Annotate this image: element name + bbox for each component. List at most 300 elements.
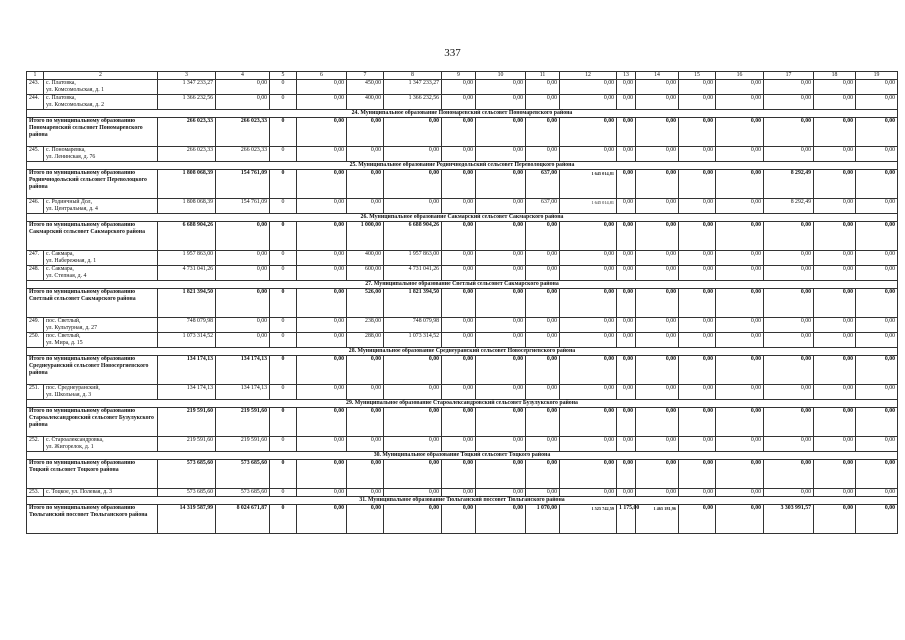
table-cell: 8 292,49 — [764, 199, 814, 214]
table-cell: 1 957 863,00 — [384, 251, 442, 266]
column-header: 17 — [764, 72, 814, 80]
table-cell: 0,00 — [442, 437, 476, 452]
table-cell: 266 023,33 — [216, 147, 270, 162]
total-cell: 573 685,60 — [158, 460, 216, 489]
total-cell: 0,00 — [617, 460, 636, 489]
table-cell: 134 174,13 — [158, 385, 216, 400]
total-cell: 266 023,33 — [158, 118, 216, 147]
table-cell: 0,00 — [560, 266, 617, 281]
table-cell: 0,00 — [297, 266, 347, 281]
section-title: 27. Муниципальное образование Светлый сельсовет Сакмарского района — [27, 281, 898, 289]
table-cell: 134 174,13 — [216, 385, 270, 400]
table-cell: 0,00 — [560, 489, 617, 497]
total-cell: 0 — [270, 118, 297, 147]
table-cell: 0,00 — [347, 385, 384, 400]
table-cell: 0,00 — [716, 333, 764, 348]
column-header: 13 — [617, 72, 636, 80]
table-cell: 0,00 — [764, 266, 814, 281]
table-cell: 0,00 — [716, 437, 764, 452]
table-cell: 0,00 — [476, 333, 526, 348]
total-cell: 0,00 — [347, 118, 384, 147]
table-cell: 0 — [270, 95, 297, 110]
table-cell: 0,00 — [764, 80, 814, 95]
total-label: Итого по муниципальному образованию Сакмарский сельсовет Сакмарского района — [27, 222, 158, 251]
total-cell: 0,00 — [764, 408, 814, 437]
table-cell: 4 731 041,26 — [158, 266, 216, 281]
table-cell: 573 685,60 — [158, 489, 216, 497]
table-cell: 0,00 — [679, 147, 716, 162]
table-cell: 1 957 863,00 — [158, 251, 216, 266]
section-row — [27, 348, 898, 356]
section-title: 24. Муниципальное образование Пономаревский сельсовет Пономаревского района — [27, 110, 898, 118]
table-cell: 0,00 — [814, 318, 856, 333]
table-cell: 0,00 — [347, 489, 384, 497]
table-cell: 0,00 — [814, 266, 856, 281]
total-label: Итого по муниципальному образованию Родинчнодольский сельсовет Переволоцкого района — [27, 170, 158, 199]
column-header: 19 — [856, 72, 898, 80]
table-cell: 1 347 233,27 — [158, 80, 216, 95]
total-cell: 0,00 — [679, 170, 716, 199]
total-cell: 0,00 — [384, 356, 442, 385]
column-header: 16 — [716, 72, 764, 80]
total-row — [27, 170, 898, 199]
total-row — [27, 460, 898, 489]
section-title: 26. Муниципальное образование Сакмарский сельсовет Сакмарского района — [27, 214, 898, 222]
section-title: 31. Муниципальное образование Тюльганский поссовет Тюльганского района — [27, 497, 898, 505]
table-cell: 0,00 — [679, 266, 716, 281]
total-cell: 0,00 — [679, 460, 716, 489]
column-header: 1 — [27, 72, 44, 80]
table-cell: 0,00 — [814, 437, 856, 452]
total-cell: 0,00 — [617, 170, 636, 199]
address-cell: пос. Светлый, ул. Мира, д. 15 — [44, 333, 158, 348]
table-cell: 0,00 — [856, 437, 898, 452]
total-cell: 0 — [270, 408, 297, 437]
address-cell: пос. Среднеуранский, ул. Школьная, д. 3 — [44, 385, 158, 400]
table-cell: 0,00 — [856, 199, 898, 214]
table-cell: 4 731 041,26 — [384, 266, 442, 281]
table-cell: 0,00 — [297, 318, 347, 333]
table-cell: 0,00 — [814, 95, 856, 110]
table-cell: 0,00 — [617, 95, 636, 110]
table-cell: 0,00 — [764, 437, 814, 452]
total-cell: 0,00 — [297, 170, 347, 199]
total-cell: 0,00 — [764, 222, 814, 251]
section-row — [27, 497, 898, 505]
table-cell: 0,00 — [856, 80, 898, 95]
table-row — [27, 266, 898, 281]
table-cell: 0,00 — [297, 251, 347, 266]
total-cell: 0,00 — [560, 118, 617, 147]
table-cell: 1 366 232,56 — [384, 95, 442, 110]
total-cell: 0,00 — [384, 505, 442, 534]
total-label: Итого по муниципальному образованию Пономаревский сельсовет Пономаревского района — [27, 118, 158, 147]
table-cell: 0,00 — [560, 147, 617, 162]
table-cell: 0,00 — [764, 385, 814, 400]
table-cell: 0,00 — [384, 489, 442, 497]
table-cell: 0,00 — [476, 80, 526, 95]
address-cell: с. Сакмара, ул. Набережная, д. 1 — [44, 251, 158, 266]
table-cell: 250. — [27, 333, 44, 348]
total-cell: 0 — [270, 222, 297, 251]
total-cell: 8 292,49 — [764, 170, 814, 199]
total-cell: 0,00 — [716, 289, 764, 318]
table-cell: 0,00 — [297, 147, 347, 162]
total-cell: 1 465 181,96 — [636, 505, 679, 534]
table-row — [27, 95, 898, 110]
total-cell: 0,00 — [476, 222, 526, 251]
table-row — [27, 80, 898, 95]
total-cell: 0,00 — [384, 170, 442, 199]
column-header: 15 — [679, 72, 716, 80]
address-cell: с. Платовка, ул. Комсомольская, д. 2 — [44, 95, 158, 110]
table-cell: 0 — [270, 437, 297, 452]
table-cell: 247. — [27, 251, 44, 266]
total-label: Итого по муниципальному образованию Тюльганский поссовет Тюльганского района — [27, 505, 158, 534]
table-cell: 0,00 — [856, 251, 898, 266]
total-cell: 526,00 — [347, 289, 384, 318]
total-cell: 0 — [270, 289, 297, 318]
table-cell: 450,00 — [347, 80, 384, 95]
section-title: 25. Муниципальное образование Родинчнодольский сельсовет Переволоцкого района — [27, 162, 898, 170]
total-cell: 0,00 — [814, 118, 856, 147]
total-cell: 0,00 — [716, 356, 764, 385]
total-cell: 0,00 — [856, 289, 898, 318]
table-cell: 0,00 — [526, 266, 560, 281]
total-cell: 0,00 — [347, 460, 384, 489]
table-cell: 0,00 — [216, 80, 270, 95]
total-cell: 6 688 904,26 — [384, 222, 442, 251]
table-row — [27, 318, 898, 333]
column-header: 9 — [442, 72, 476, 80]
address-cell: с. Пономаревка, ул. Ленинская, д. 76 — [44, 147, 158, 162]
address-cell: пос. Светлый, ул. Культурная, д. 27 — [44, 318, 158, 333]
total-cell: 0,00 — [526, 118, 560, 147]
total-cell: 0,00 — [560, 222, 617, 251]
total-cell: 0,00 — [476, 289, 526, 318]
total-cell: 1 821 394,50 — [384, 289, 442, 318]
table-cell: 0 — [270, 80, 297, 95]
total-cell: 0,00 — [679, 505, 716, 534]
total-cell: 0,00 — [636, 289, 679, 318]
table-cell: 0,00 — [297, 80, 347, 95]
total-cell: 0,00 — [856, 460, 898, 489]
table-cell: 0,00 — [526, 251, 560, 266]
total-cell: 0,00 — [476, 356, 526, 385]
table-cell: 0,00 — [617, 199, 636, 214]
column-header: 7 — [347, 72, 384, 80]
total-cell: 0,00 — [526, 222, 560, 251]
table-cell: 0,00 — [476, 437, 526, 452]
total-cell: 154 761,09 — [216, 170, 270, 199]
table-cell: 0,00 — [476, 489, 526, 497]
table-row — [27, 251, 898, 266]
total-cell: 1 175,00 — [617, 505, 636, 534]
table-cell: 400,00 — [347, 95, 384, 110]
table-cell: 0,00 — [814, 489, 856, 497]
address-cell: с. Сакмара, ул. Степная, д. 4 — [44, 266, 158, 281]
table-cell: 0,00 — [679, 489, 716, 497]
total-cell: 0,00 — [636, 118, 679, 147]
total-cell: 14 319 587,99 — [158, 505, 216, 534]
table-cell: 0 — [270, 147, 297, 162]
table-cell: 0,00 — [716, 251, 764, 266]
table-cell: 0,00 — [526, 385, 560, 400]
total-cell: 0,00 — [347, 170, 384, 199]
table-cell: 0,00 — [560, 437, 617, 452]
table-cell: 0,00 — [679, 80, 716, 95]
table-cell: 0 — [270, 318, 297, 333]
table-cell: 0,00 — [297, 489, 347, 497]
table-cell: 0,00 — [560, 333, 617, 348]
table-cell: 0,00 — [526, 95, 560, 110]
table-row — [27, 147, 898, 162]
total-cell: 0,00 — [347, 505, 384, 534]
total-label: Итого по муниципальному образованию Тоцкий сельсовет Тоцкого района — [27, 460, 158, 489]
table-cell: 0,00 — [814, 251, 856, 266]
column-header: 18 — [814, 72, 856, 80]
table-cell: 0,00 — [476, 199, 526, 214]
table-cell: 0,00 — [679, 333, 716, 348]
table-cell: 244. — [27, 95, 44, 110]
total-cell: 0,00 — [476, 170, 526, 199]
total-cell: 0,00 — [814, 289, 856, 318]
table-cell: 0,00 — [814, 333, 856, 348]
total-label: Итого по муниципальному образованию Староалександровский сельсовет Бузулукского района — [27, 408, 158, 437]
table-cell: 245. — [27, 147, 44, 162]
table-cell: 0,00 — [216, 95, 270, 110]
total-cell: 1 070,00 — [526, 505, 560, 534]
total-cell: 0,00 — [347, 408, 384, 437]
table-cell: 0,00 — [560, 95, 617, 110]
total-row — [27, 289, 898, 318]
table-cell: 0,00 — [679, 199, 716, 214]
table-cell: 0,00 — [442, 95, 476, 110]
table-cell: 0,00 — [442, 333, 476, 348]
table-cell: 0,00 — [384, 199, 442, 214]
column-header: 5 — [270, 72, 297, 80]
table-cell: 0,00 — [617, 318, 636, 333]
table-cell: 219 591,60 — [216, 437, 270, 452]
table-cell: 1 808 068,39 — [158, 199, 216, 214]
table-cell: 0,00 — [476, 385, 526, 400]
table-cell: 0,00 — [476, 318, 526, 333]
total-cell: 0,00 — [476, 408, 526, 437]
total-cell: 0,00 — [679, 222, 716, 251]
table-cell: 748 079,98 — [384, 318, 442, 333]
column-header: 2 — [44, 72, 158, 80]
total-cell: 0,00 — [442, 408, 476, 437]
total-cell: 0,00 — [856, 222, 898, 251]
total-cell: 0,00 — [716, 460, 764, 489]
total-cell: 0,00 — [636, 356, 679, 385]
table-cell: 154 761,09 — [216, 199, 270, 214]
table-cell: 0,00 — [814, 385, 856, 400]
table-cell: 0,00 — [617, 147, 636, 162]
table-cell: 0,00 — [617, 266, 636, 281]
total-cell: 0,00 — [216, 289, 270, 318]
table-cell: 0,00 — [617, 489, 636, 497]
total-cell: 3 303 991,57 — [764, 505, 814, 534]
table-cell: 1 366 232,56 — [158, 95, 216, 110]
table-cell: 0,00 — [716, 385, 764, 400]
table-cell: 0,00 — [617, 251, 636, 266]
table-cell: 266 023,33 — [158, 147, 216, 162]
table-cell: 0,00 — [216, 318, 270, 333]
table-cell: 0,00 — [442, 199, 476, 214]
table-cell: 0,00 — [716, 80, 764, 95]
total-cell: 0,00 — [617, 356, 636, 385]
table-cell: 0,00 — [716, 489, 764, 497]
table-cell: 0,00 — [297, 437, 347, 452]
total-cell: 0,00 — [679, 408, 716, 437]
total-cell: 0,00 — [297, 118, 347, 147]
total-cell: 0,00 — [384, 408, 442, 437]
table-cell: 0,00 — [216, 266, 270, 281]
table-cell: 0,00 — [679, 95, 716, 110]
table-cell: 0,00 — [216, 251, 270, 266]
total-cell: 1 645 014,81 — [560, 170, 617, 199]
table-cell: 0,00 — [856, 95, 898, 110]
table-cell: 0,00 — [679, 385, 716, 400]
total-cell: 0,00 — [814, 505, 856, 534]
total-cell: 0,00 — [560, 356, 617, 385]
table-cell: 0,00 — [814, 80, 856, 95]
total-row — [27, 356, 898, 385]
table-row — [27, 489, 898, 497]
table-cell: 0,00 — [764, 95, 814, 110]
table-cell: 0,00 — [347, 437, 384, 452]
column-header: 12 — [560, 72, 617, 80]
total-cell: 0,00 — [560, 408, 617, 437]
total-cell: 0,00 — [716, 222, 764, 251]
table-cell: 249. — [27, 318, 44, 333]
total-cell: 1 808 068,39 — [158, 170, 216, 199]
total-cell: 0,00 — [560, 289, 617, 318]
table-cell: 0,00 — [216, 333, 270, 348]
total-cell: 0 — [270, 505, 297, 534]
total-cell: 0,00 — [297, 222, 347, 251]
page-number: 337 — [444, 47, 461, 59]
table-row — [27, 199, 898, 214]
table-cell: 251. — [27, 385, 44, 400]
total-cell: 0,00 — [384, 118, 442, 147]
table-cell: 288,00 — [347, 333, 384, 348]
total-cell: 0,00 — [442, 356, 476, 385]
total-cell: 0,00 — [297, 356, 347, 385]
table-cell: 0 — [270, 333, 297, 348]
table-cell: 0,00 — [526, 489, 560, 497]
table-cell: 0,00 — [526, 80, 560, 95]
total-cell: 0,00 — [617, 408, 636, 437]
total-cell: 0,00 — [526, 356, 560, 385]
total-cell: 0,00 — [636, 222, 679, 251]
total-cell: 0,00 — [814, 408, 856, 437]
table-cell: 0,00 — [636, 266, 679, 281]
total-cell: 0,00 — [679, 289, 716, 318]
column-header: 14 — [636, 72, 679, 80]
table-cell: 0,00 — [384, 437, 442, 452]
total-cell: 0,00 — [347, 356, 384, 385]
table-cell: 0,00 — [636, 199, 679, 214]
total-cell: 0,00 — [856, 408, 898, 437]
total-cell: 0,00 — [476, 505, 526, 534]
total-cell: 0,00 — [297, 460, 347, 489]
total-cell: 0,00 — [526, 460, 560, 489]
table-cell: 0,00 — [636, 385, 679, 400]
table-cell: 0,00 — [764, 318, 814, 333]
total-cell: 0,00 — [442, 460, 476, 489]
section-row — [27, 214, 898, 222]
table-cell: 0,00 — [716, 266, 764, 281]
total-cell: 0,00 — [476, 118, 526, 147]
table-cell: 0,00 — [442, 489, 476, 497]
section-row — [27, 400, 898, 408]
table-cell: 0,00 — [636, 318, 679, 333]
table-cell: 219 591,60 — [158, 437, 216, 452]
total-cell: 1 525 742,59 — [560, 505, 617, 534]
table-cell: 0,00 — [636, 333, 679, 348]
table-cell: 0,00 — [716, 147, 764, 162]
table-cell: 0,00 — [297, 385, 347, 400]
total-cell: 8 024 671,87 — [216, 505, 270, 534]
total-cell: 0,00 — [216, 222, 270, 251]
total-cell: 219 591,60 — [158, 408, 216, 437]
table-cell: 0,00 — [764, 489, 814, 497]
table-row — [27, 333, 898, 348]
table-cell: 0,00 — [476, 147, 526, 162]
table-cell: 0,00 — [384, 147, 442, 162]
table-cell: 0,00 — [856, 489, 898, 497]
total-cell: 0,00 — [764, 289, 814, 318]
table-cell: 0 — [270, 489, 297, 497]
total-cell: 0,00 — [636, 408, 679, 437]
total-cell: 0,00 — [856, 356, 898, 385]
table-cell: 0,00 — [636, 437, 679, 452]
table-cell: 1 645 014,81 — [560, 199, 617, 214]
total-cell: 0,00 — [297, 289, 347, 318]
table-cell: 0,00 — [560, 385, 617, 400]
section-row — [27, 110, 898, 118]
total-label: Итого по муниципальному образованию Светлый сельсовет Сакмарского района — [27, 289, 158, 318]
address-cell: с. Платовка, ул. Комсомольская, д. 1 — [44, 80, 158, 95]
table-cell: 0,00 — [560, 318, 617, 333]
section-title: 29. Муниципальное образование Староалександровский сельсовет Бузулукского района — [27, 400, 898, 408]
total-cell: 0 — [270, 460, 297, 489]
total-cell: 0,00 — [679, 356, 716, 385]
total-cell: 0,00 — [442, 170, 476, 199]
total-cell: 0,00 — [856, 118, 898, 147]
total-cell: 0,00 — [442, 222, 476, 251]
total-cell: 266 023,33 — [216, 118, 270, 147]
table-row — [27, 437, 898, 452]
address-cell: с. Староалександровка, ул. Жигорелок, д. 1 — [44, 437, 158, 452]
table-cell: 0,00 — [617, 437, 636, 452]
table-cell: 0,00 — [679, 318, 716, 333]
table-cell: 0,00 — [856, 333, 898, 348]
total-cell: 0,00 — [716, 170, 764, 199]
table-cell: 252. — [27, 437, 44, 452]
total-cell: 573 685,60 — [216, 460, 270, 489]
table-cell: 0,00 — [636, 80, 679, 95]
table-cell: 0,00 — [716, 318, 764, 333]
table-cell: 0,00 — [442, 318, 476, 333]
table-cell: 253. — [27, 489, 44, 497]
table-cell: 400,00 — [347, 251, 384, 266]
total-cell: 0,00 — [716, 505, 764, 534]
table-cell: 243. — [27, 80, 44, 95]
table-cell: 0,00 — [856, 266, 898, 281]
